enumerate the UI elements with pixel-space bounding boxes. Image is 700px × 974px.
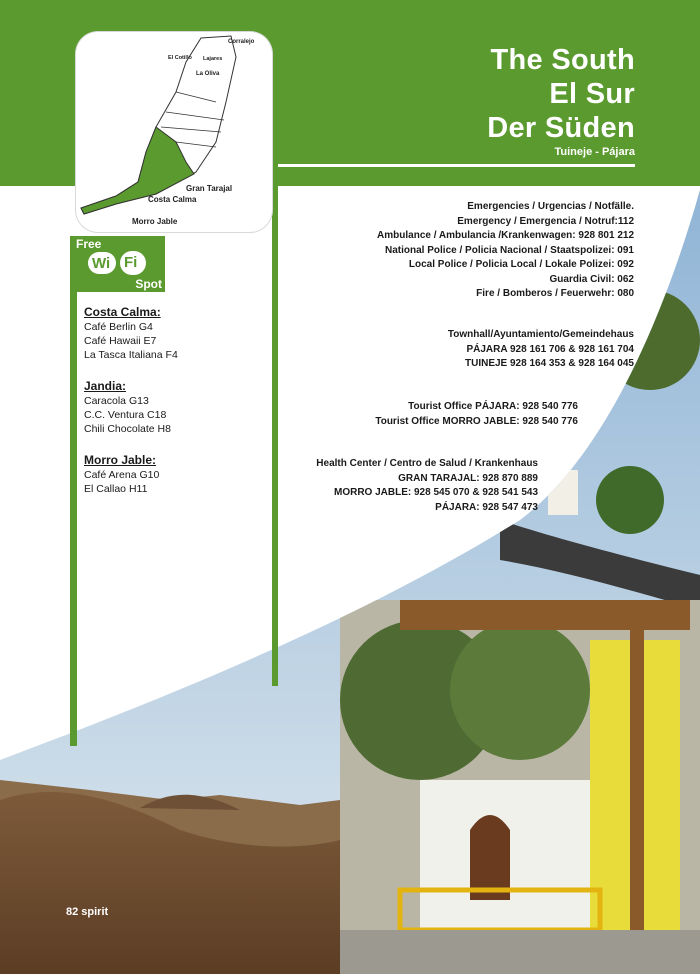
townhall-line: Townhall/Ayuntamiento/Gemeindehaus bbox=[447, 329, 634, 340]
places-heading: Costa Calma: bbox=[84, 305, 161, 319]
emergency-line: Emergency / Emergencia / Notruf:112 bbox=[457, 215, 634, 227]
tourist-line: Tourist Office MORRO JABLE: 928 540 776 bbox=[375, 415, 578, 427]
wifi-spot-label: Spot bbox=[135, 277, 162, 291]
fuerteventura-map-icon bbox=[76, 32, 272, 232]
townhall-numbers bbox=[448, 328, 634, 372]
map-label-corralejo: Corralejo bbox=[228, 39, 255, 45]
map-label-morro-jable: Morro Jable bbox=[132, 217, 178, 226]
wifi-wi-pill: Wi bbox=[88, 252, 116, 274]
emergency-line: Fire / Bomberos / Feuerwehr: 080 bbox=[476, 288, 634, 299]
list-item: La Tasca Italiana F4 bbox=[84, 349, 178, 361]
list-item: Café Hawaii E7 bbox=[84, 335, 157, 347]
places-costa-calma bbox=[84, 304, 178, 362]
wifi-fi-pill: Fi bbox=[120, 251, 146, 275]
map-label-la-oliva: La Oliva bbox=[196, 71, 220, 77]
page-title-es: El Sur bbox=[549, 78, 635, 110]
townhall-line: PÁJARA 928 161 706 & 928 161 704 bbox=[466, 343, 634, 355]
places-heading: Morro Jable: bbox=[84, 453, 157, 467]
free-wifi-spot-badge bbox=[72, 236, 165, 292]
places-jandia bbox=[84, 378, 171, 436]
health-line: MORRO JABLE: 928 545 070 & 928 541 543 bbox=[334, 487, 538, 498]
emergency-line: Guardia Civil: 062 bbox=[549, 273, 634, 285]
health-line: Health Center / Centro de Salud / Krankenhaus bbox=[316, 458, 538, 469]
places-morro-jable bbox=[84, 452, 159, 496]
health-center-numbers bbox=[316, 457, 538, 515]
list-item: Café Arena G10 bbox=[84, 469, 160, 481]
emergency-line: Local Police / Policia Local / Lokale Polizei: 092 bbox=[408, 259, 634, 270]
map-label-costa-calma: Costa Calma bbox=[148, 195, 197, 204]
places-heading: Jandia: bbox=[84, 379, 127, 393]
page-title-de: Der Süden bbox=[487, 112, 635, 144]
divider-vertical-right bbox=[272, 186, 278, 686]
list-item: El Callao H11 bbox=[84, 483, 148, 495]
wifi-free-label: Free bbox=[76, 237, 102, 251]
emergency-line: National Police / Policia Nacional / Staatspolizei: 091 bbox=[385, 244, 634, 256]
map-label-el-cotillo: El Cotillo bbox=[168, 55, 192, 61]
list-item: Chili Chocolate H8 bbox=[84, 423, 171, 435]
list-item: C.C. Ventura C18 bbox=[84, 409, 167, 421]
divider-vertical-left bbox=[70, 236, 77, 746]
list-item: Caracola G13 bbox=[84, 395, 149, 407]
emergency-line: Emergencies / Urgencias / Notfälle. bbox=[467, 201, 634, 212]
page-number: 82 spirit bbox=[66, 906, 109, 918]
emergency-numbers bbox=[377, 200, 634, 302]
tourist-office-numbers bbox=[375, 400, 578, 429]
page-title-en: The South bbox=[490, 44, 635, 76]
header-divider bbox=[278, 164, 635, 167]
emergency-line: Ambulance / Ambulancia /Krankenwagen: 928 801 212 bbox=[377, 230, 634, 241]
page-subtitle: Tuineje - Pájara bbox=[554, 146, 635, 158]
health-line: GRAN TARAJAL: 928 870 889 bbox=[398, 472, 538, 484]
tourist-line: Tourist Office PÁJARA: 928 540 776 bbox=[408, 401, 578, 412]
townhall-line: TUINEJE 928 164 353 & 928 164 045 bbox=[464, 358, 634, 369]
island-map bbox=[76, 32, 272, 232]
map-label-lajares: Lajares bbox=[203, 56, 223, 62]
health-line: PÁJARA: 928 547 473 bbox=[435, 501, 538, 513]
list-item: Café Berlin G4 bbox=[84, 321, 153, 333]
map-label-gran-tarajal: Gran Tarajal bbox=[186, 184, 233, 193]
